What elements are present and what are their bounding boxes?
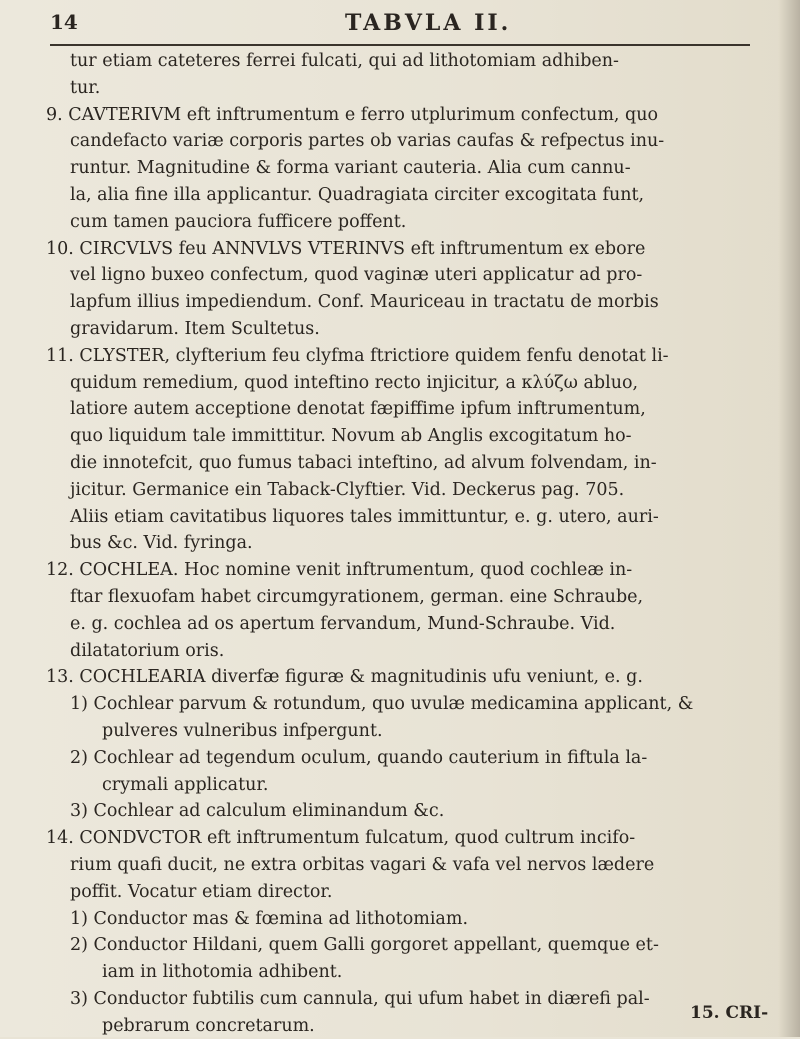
text-line: 10. CIRCVLVS feu ANNVLVS VTERINVS eft inftrumentum ex ebore: [46, 238, 646, 259]
page-number: 14: [50, 10, 78, 34]
text-line: 9. CAVTERIVM eft inftrumentum e ferro utplurimum confectum, quo: [46, 104, 659, 125]
text-line: pulveres vulneribus infpergunt.: [102, 720, 383, 741]
text-line: poffit. Vocatur etiam director.: [70, 881, 333, 902]
text-line: tur.: [70, 77, 101, 98]
text-line: 14. CONDVCTOR eft inftrumentum fulcatum, quod cultrum incifo-: [46, 828, 636, 849]
text-line: 12. COCHLEA. Hoc nomine venit inftrumentum, quod cochleæ in-: [46, 560, 633, 581]
text-line: bus &c. Vid. fyringa.: [70, 533, 253, 554]
text-line: pebrarum concretarum.: [102, 1015, 315, 1036]
text-line: crymali applicatur.: [102, 774, 269, 795]
text-line: e. g. cochlea ad os apertum fervandum, Mund-Schraube. Vid.: [70, 613, 616, 634]
text-line: 3) Cochlear ad calculum eliminandum &c.: [70, 801, 445, 822]
text-line: 2) Cochlear ad tegendum oculum, quando cauterium in fiftula la-: [70, 747, 648, 768]
page-header: [0, 0, 800, 40]
text-line: rium quafi ducit, ne extra orbitas vagari & vafa vel nervos lædere: [70, 854, 655, 875]
text-line: 3) Conductor fubtilis cum cannula, qui ufum habet in diærefi pal-: [70, 988, 650, 1009]
text-body: [46, 48, 771, 1039]
text-line: die innotefcit, quo fumus tabaci inteftino, ad alvum folvendam, in-: [70, 452, 657, 473]
text-line: gravidarum. Item Scultetus.: [70, 318, 320, 339]
text-line: latiore autem acceptione denotat fæpiffime ipfum inftrumentum,: [70, 399, 646, 420]
text-line: 2) Conductor Hildani, quem Galli gorgoret appellant, quemque et-: [70, 935, 659, 956]
running-head: TABVLA II.: [345, 10, 512, 36]
text-line: 13. COCHLEARIA diverfæ figuræ & magnitudinis ufu veniunt, e. g.: [46, 667, 643, 688]
page-edge-shadow: [778, 0, 800, 1037]
header-rule: [50, 44, 750, 46]
text-line: quo liquidum tale immittitur. Novum ab Anglis excogitatum ho-: [70, 426, 632, 447]
text-line: ftar flexuofam habet circumgyrationem, german. eine Schraube,: [70, 586, 644, 607]
text-line: candefacto variæ corporis partes ob varias caufas & refpectus inu-: [70, 131, 665, 152]
text-line: quidum remedium, quod inteftino recto injicitur, a κλύζω abluo,: [70, 372, 639, 393]
text-line: 11. CLYSTER, clyfterium feu clyfma ftrictiore quidem fenfu denotat li-: [46, 345, 669, 366]
text-line: dilatatorium oris.: [70, 640, 225, 661]
catchword: 15. CRI-: [690, 1003, 769, 1023]
text-line: vel ligno buxeo confectum, quod vaginæ uteri applicatur ad pro-: [70, 265, 643, 286]
text-line: Aliis etiam cavitatibus liquores tales immittuntur, e. g. utero, auri-: [70, 506, 659, 527]
text-line: la, alia fine illa applicantur. Quadragiata circiter excogitata funt,: [70, 184, 645, 205]
text-line: lapfum illius impediendum. Conf. Mauriceau in tractatu de morbis: [70, 292, 659, 313]
text-line: tur etiam cateteres ferrei fulcati, qui ad lithotomiam adhiben-: [70, 51, 619, 71]
text-line: 1) Conductor mas & fœmina ad lithotomiam.: [70, 908, 469, 929]
text-line: 1) Cochlear parvum & rotundum, quo uvulæ medicamina applicant, &: [70, 694, 694, 715]
text-line: jicitur. Germanice ein Taback-Clyftier. Vid. Deckerus pag. 705.: [70, 479, 625, 500]
text-line: runtur. Magnitudine & forma variant cauteria. Alia cum cannu-: [70, 158, 631, 179]
text-line: iam in lithotomia adhibent.: [102, 962, 343, 983]
text-line: cum tamen pauciora fufficere poffent.: [70, 211, 407, 232]
